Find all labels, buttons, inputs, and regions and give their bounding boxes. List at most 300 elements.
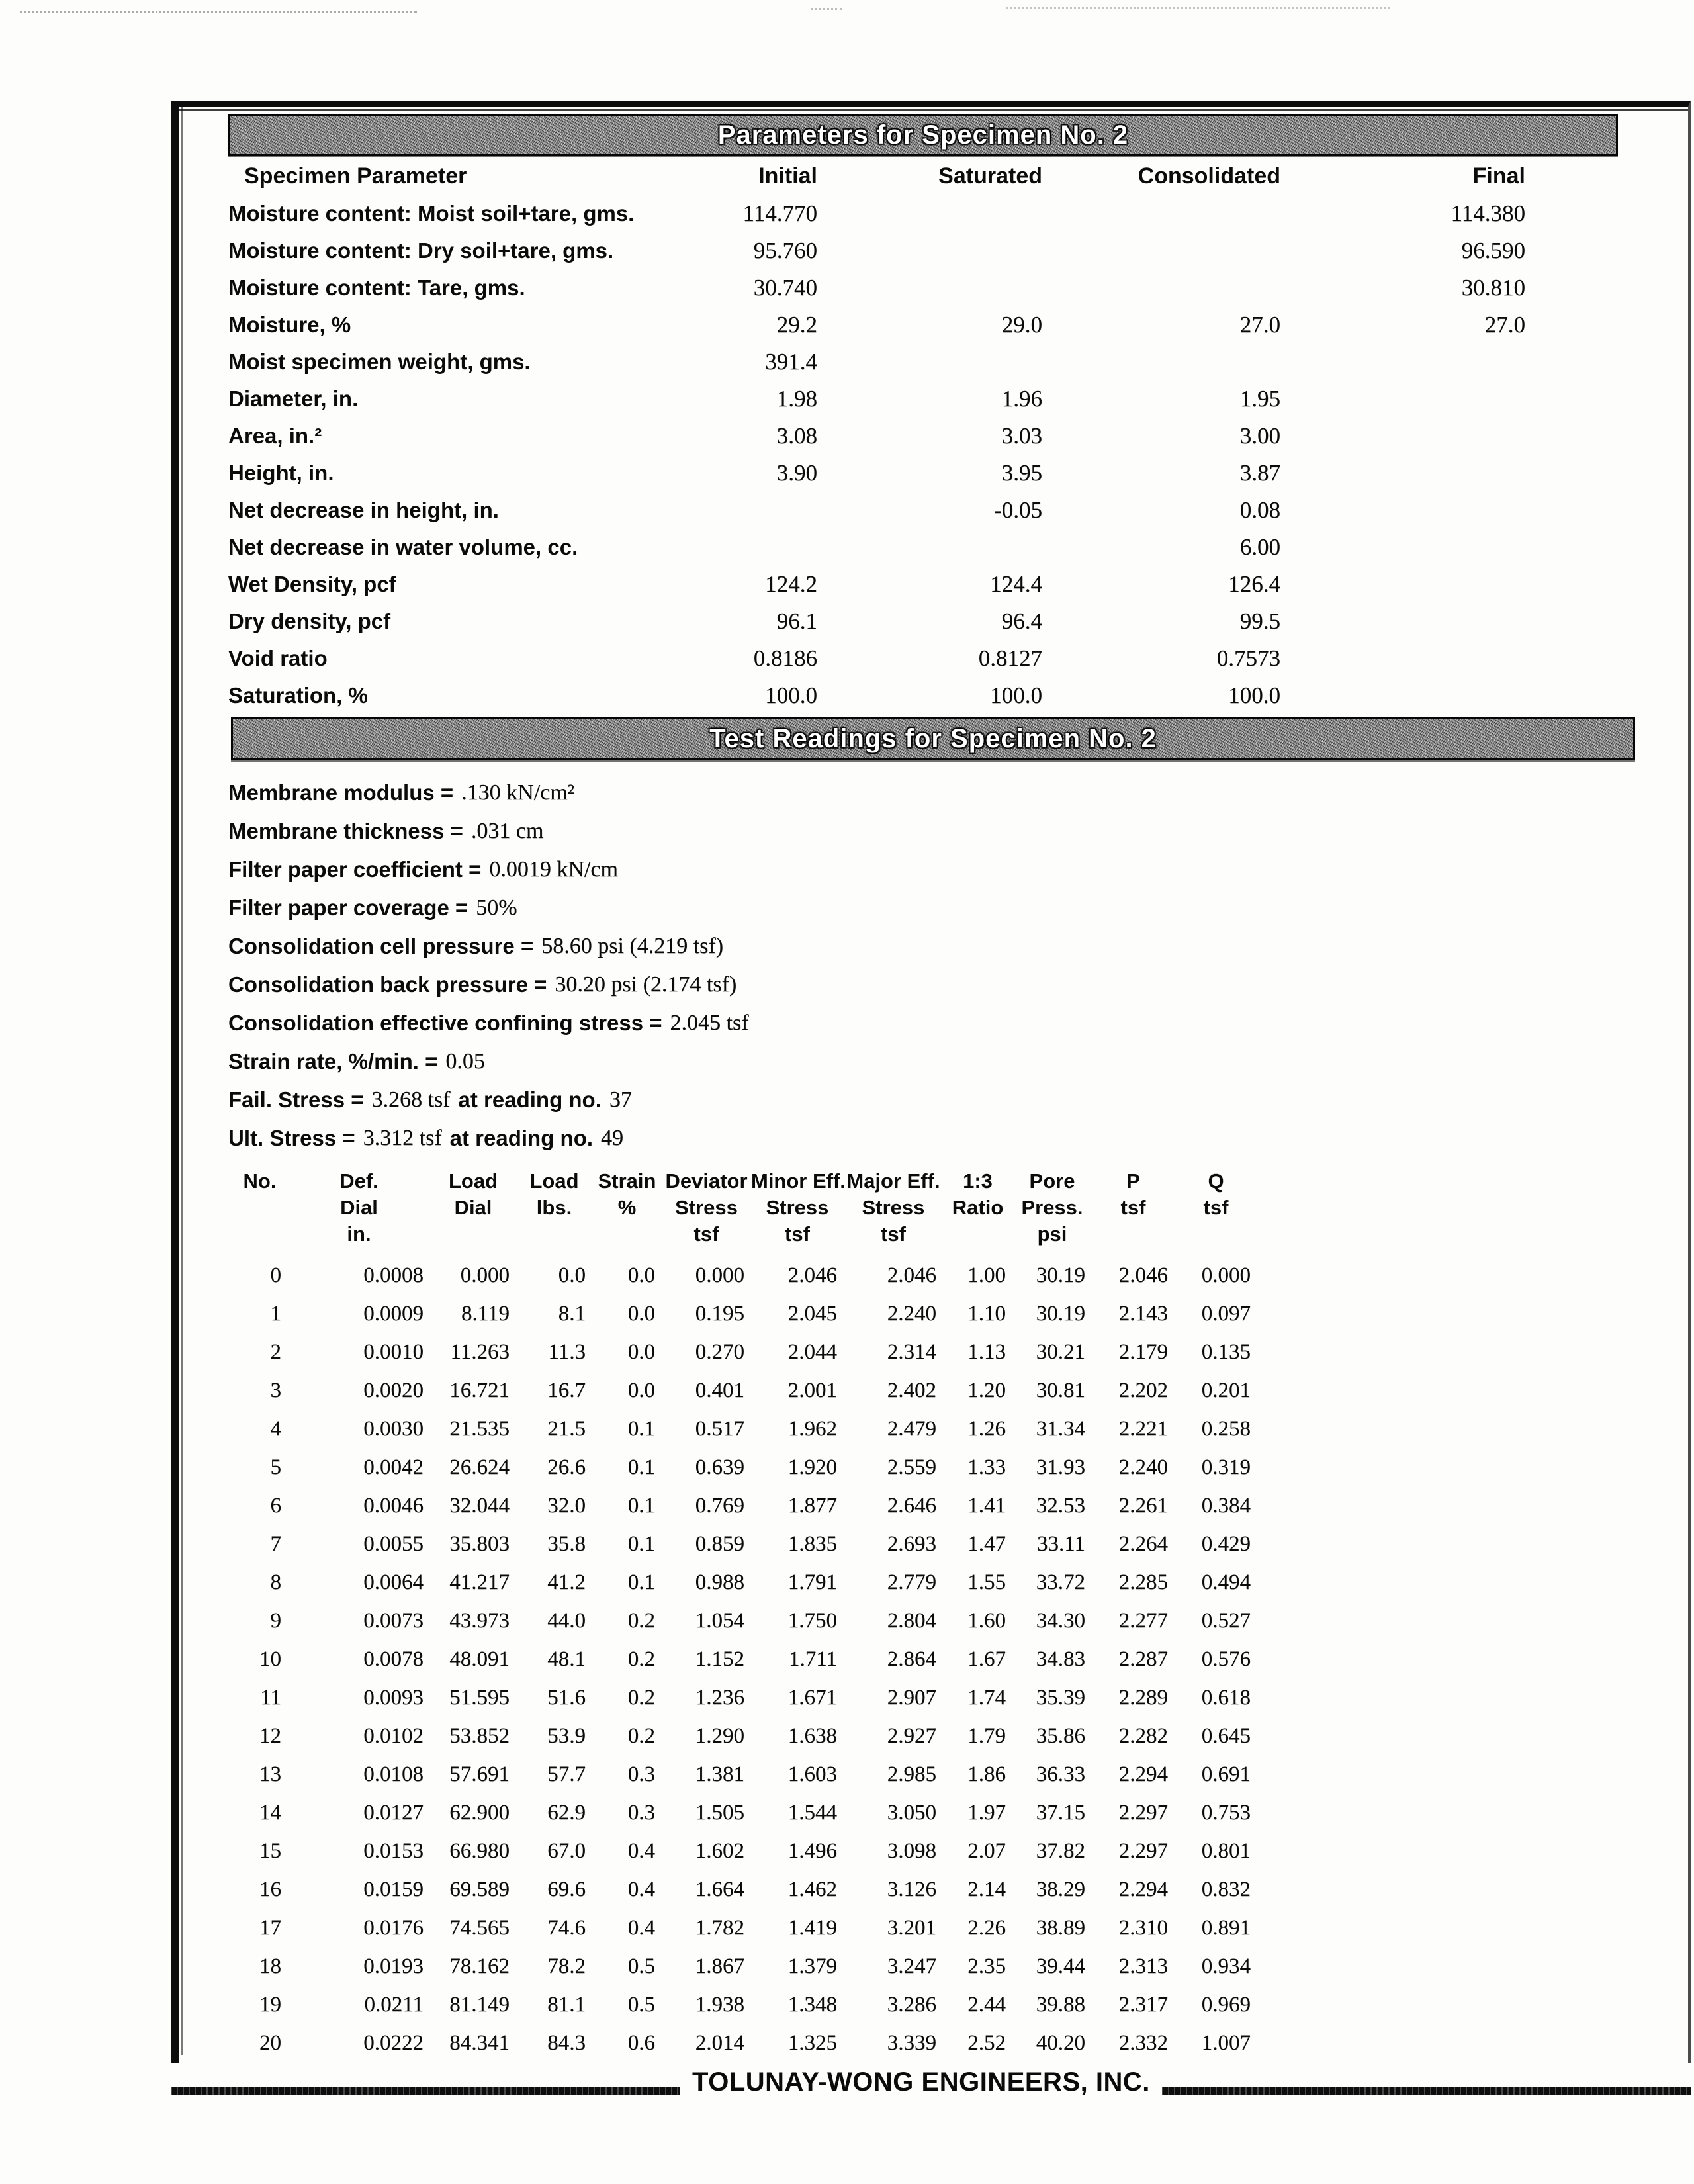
test-info-label: Consolidation cell pressure = [228, 934, 534, 958]
report-frame [171, 101, 1691, 2063]
reading-load-lbs: 78.2 [547, 1954, 586, 1978]
readings-column-header-line2: 1:3 [963, 1169, 993, 1193]
readings-column-header-line3: psi [1037, 1222, 1067, 1246]
parameter-value-saturated: 96.4 [1001, 608, 1042, 634]
reading-p-tsf: 2.287 [1118, 1647, 1168, 1671]
reading-pore-press: 37.82 [1036, 1839, 1085, 1863]
reading-strain-pct: 0.4 [627, 1915, 655, 1940]
reading-q-tsf: 0.691 [1201, 1762, 1251, 1786]
parameter-value-initial: 30.740 [753, 275, 817, 300]
reading-def-dial: 0.0030 [363, 1416, 424, 1441]
column-header-consolidated: Consolidated [1137, 163, 1280, 189]
reading-load-lbs: 0.0 [558, 1263, 586, 1287]
reading-strain-pct: 0.0 [627, 1263, 655, 1287]
reading-p-tsf: 2.313 [1118, 1954, 1168, 1978]
reading-p-tsf: 2.202 [1118, 1378, 1168, 1402]
column-header-specimen-parameter: Specimen Parameter [244, 163, 467, 189]
reading-minor-eff-stress: 1.920 [787, 1455, 837, 1479]
readings-column-header [232, 1168, 288, 1248]
readings-table-body [232, 1256, 1257, 2062]
reading-def-dial: 0.0127 [363, 1800, 424, 1825]
test-info-label: Filter paper coefficient = [228, 857, 482, 882]
reading-1-3-ratio: 1.10 [967, 1301, 1006, 1326]
reading-minor-eff-stress: 1.835 [787, 1531, 837, 1556]
test-info-line [228, 850, 1618, 889]
reading-1-3-ratio: 2.52 [967, 2030, 1006, 2055]
reading-q-tsf: 0.201 [1201, 1378, 1251, 1402]
reading-deviator-stress: 1.290 [695, 1723, 744, 1748]
readings-column-header-line3: lbs. [536, 1196, 572, 1219]
reading-pore-press: 37.15 [1036, 1800, 1085, 1825]
test-info-label: Membrane modulus = [228, 780, 454, 805]
reading-deviator-stress: 1.602 [695, 1839, 744, 1863]
reading-p-tsf: 2.294 [1118, 1762, 1168, 1786]
reading-deviator-stress: 1.152 [695, 1647, 744, 1671]
reading-load-dial: 35.803 [449, 1531, 510, 1556]
reading-major-eff-stress: 3.098 [887, 1839, 936, 1863]
reading-no: 6 [270, 1493, 281, 1518]
readings-row [232, 1640, 1257, 1678]
readings-column-header [1012, 1168, 1092, 1248]
readings-column-header-line2: Stress [675, 1196, 738, 1219]
reading-major-eff-stress: 2.779 [887, 1570, 936, 1594]
reading-load-lbs: 53.9 [547, 1723, 586, 1748]
reading-minor-eff-stress: 1.462 [787, 1877, 837, 1901]
reading-1-3-ratio: 1.97 [967, 1800, 1006, 1825]
parameter-value-saturated: 100.0 [990, 682, 1042, 708]
column-header-saturated: Saturated [938, 163, 1042, 189]
reading-strain-pct: 0.1 [627, 1570, 655, 1594]
parameter-value-final: 96.590 [1461, 238, 1525, 263]
reading-load-lbs: 41.2 [547, 1570, 586, 1594]
reading-def-dial: 0.0078 [363, 1647, 424, 1671]
test-info-label: Ult. Stress = [228, 1126, 355, 1150]
reading-major-eff-stress: 3.126 [887, 1877, 936, 1901]
reading-no: 9 [270, 1608, 281, 1633]
reading-deviator-stress: 0.639 [695, 1455, 744, 1479]
test-info-value-2: 49 [601, 1126, 624, 1150]
reading-q-tsf: 0.753 [1201, 1800, 1251, 1825]
reading-load-lbs: 81.1 [547, 1992, 586, 2017]
reading-p-tsf: 2.332 [1118, 2030, 1168, 2055]
parameter-row [228, 455, 1525, 492]
parameter-value-saturated: -0.05 [994, 497, 1042, 523]
readings-column-header-line3: in. [347, 1222, 371, 1246]
column-header-initial: Initial [758, 163, 817, 189]
parameter-value-consolidated: 6.00 [1239, 534, 1280, 560]
test-info-line [228, 1081, 1618, 1119]
test-info-value: .130 kN/cm² [461, 780, 574, 805]
reading-strain-pct: 0.3 [627, 1800, 655, 1825]
reading-no: 4 [270, 1416, 281, 1441]
reading-1-3-ratio: 1.20 [967, 1378, 1006, 1402]
reading-strain-pct: 0.4 [627, 1839, 655, 1863]
reading-load-lbs: 48.1 [547, 1647, 586, 1671]
readings-column-header-line2: Load [529, 1169, 579, 1193]
reading-def-dial: 0.0211 [364, 1992, 424, 2017]
reading-major-eff-stress: 2.314 [887, 1340, 936, 1364]
parameter-value-initial: 29.2 [776, 312, 817, 338]
readings-column-header-line2: Stress [766, 1196, 829, 1219]
readings-column-header-line1: Deviator [665, 1169, 748, 1193]
reading-p-tsf: 2.264 [1118, 1531, 1168, 1556]
test-info-line [228, 774, 1618, 812]
test-info-value: .031 cm [470, 819, 544, 843]
reading-minor-eff-stress: 1.750 [787, 1608, 837, 1633]
reading-def-dial: 0.0093 [363, 1685, 424, 1709]
footer-rule-right [1162, 2087, 1691, 2095]
reading-1-3-ratio: 2.14 [967, 1877, 1006, 1901]
readings-column-header-line3: Dial [454, 1196, 492, 1219]
reading-load-dial: 62.900 [449, 1800, 510, 1825]
reading-no: 17 [259, 1915, 281, 1940]
reading-load-lbs: 11.3 [548, 1340, 586, 1364]
reading-load-lbs: 74.6 [547, 1915, 586, 1940]
reading-strain-pct: 0.1 [627, 1455, 655, 1479]
reading-pore-press: 38.89 [1036, 1915, 1085, 1940]
reading-minor-eff-stress: 1.496 [787, 1839, 837, 1863]
reading-minor-eff-stress: 2.044 [787, 1340, 837, 1364]
reading-no: 20 [259, 2030, 281, 2055]
parameter-row [228, 269, 1525, 306]
reading-load-lbs: 62.9 [547, 1800, 586, 1825]
reading-pore-press: 31.93 [1036, 1455, 1085, 1479]
reading-no: 1 [270, 1301, 281, 1326]
readings-row [232, 1525, 1257, 1563]
reading-pore-press: 30.19 [1036, 1263, 1085, 1287]
reading-deviator-stress: 1.054 [695, 1608, 744, 1633]
readings-column-header-line3: tsf [1120, 1196, 1146, 1219]
reading-load-dial: 43.973 [449, 1608, 510, 1633]
reading-q-tsf: 0.000 [1201, 1263, 1251, 1287]
parameter-label: Wet Density, pcf [228, 572, 396, 596]
reading-load-dial: 21.535 [449, 1416, 510, 1441]
parameter-value-final: 114.380 [1450, 201, 1525, 226]
reading-no: 15 [259, 1839, 281, 1863]
reading-no: 10 [259, 1647, 281, 1671]
reading-1-3-ratio: 1.41 [967, 1493, 1006, 1518]
reading-q-tsf: 0.494 [1201, 1570, 1251, 1594]
test-info-label-2: at reading no. [449, 1126, 594, 1150]
reading-no: 7 [270, 1531, 281, 1556]
reading-minor-eff-stress: 2.001 [787, 1378, 837, 1402]
reading-pore-press: 33.72 [1036, 1570, 1085, 1594]
reading-major-eff-stress: 2.240 [887, 1301, 936, 1326]
reading-strain-pct: 0.2 [627, 1608, 655, 1633]
parameter-label: Net decrease in height, in. [228, 498, 499, 522]
reading-load-lbs: 67.0 [547, 1839, 586, 1863]
readings-column-header [592, 1168, 662, 1248]
reading-p-tsf: 2.282 [1118, 1723, 1168, 1748]
reading-load-lbs: 57.7 [547, 1762, 586, 1786]
reading-load-dial: 81.149 [449, 1992, 510, 2017]
reading-no: 3 [270, 1378, 281, 1402]
reading-deviator-stress: 0.517 [695, 1416, 744, 1441]
reading-major-eff-stress: 2.907 [887, 1685, 936, 1709]
reading-pore-press: 36.33 [1036, 1762, 1085, 1786]
reading-strain-pct: 0.0 [627, 1340, 655, 1364]
reading-major-eff-stress: 3.286 [887, 1992, 936, 2017]
reading-major-eff-stress: 3.050 [887, 1800, 936, 1825]
parameter-label: Moisture, % [228, 312, 351, 337]
reading-strain-pct: 0.5 [627, 1954, 655, 1978]
test-info-label: Strain rate, %/min. = [228, 1049, 438, 1073]
reading-major-eff-stress: 3.247 [887, 1954, 936, 1978]
reading-1-3-ratio: 1.47 [967, 1531, 1006, 1556]
parameter-row [228, 640, 1525, 677]
reading-deviator-stress: 1.505 [695, 1800, 744, 1825]
reading-minor-eff-stress: 1.962 [787, 1416, 837, 1441]
reading-q-tsf: 0.135 [1201, 1340, 1251, 1364]
parameter-value-consolidated: 0.08 [1239, 497, 1280, 523]
readings-row [232, 1448, 1257, 1486]
readings-row [232, 1371, 1257, 1410]
parameter-row [228, 492, 1525, 529]
reading-p-tsf: 2.179 [1118, 1340, 1168, 1364]
reading-minor-eff-stress: 1.603 [787, 1762, 837, 1786]
parameter-value-saturated: 124.4 [990, 571, 1042, 597]
readings-column-header-line2: Strain [598, 1169, 656, 1193]
reading-load-dial: 78.162 [449, 1954, 510, 1978]
reading-p-tsf: 2.294 [1118, 1877, 1168, 1901]
reading-major-eff-stress: 2.479 [887, 1416, 936, 1441]
parameter-value-saturated: 3.95 [1001, 460, 1042, 486]
parameter-label: Moisture content: Dry soil+tare, gms. [228, 238, 614, 263]
reading-load-dial: 51.595 [449, 1685, 510, 1709]
parameter-value-initial: 95.760 [753, 238, 817, 263]
readings-row [232, 1985, 1257, 2024]
parameter-row [228, 603, 1525, 640]
parameter-label: Moisture content: Moist soil+tare, gms. [228, 201, 635, 226]
parameter-row [228, 418, 1525, 455]
test-info-line [228, 1042, 1618, 1081]
test-info-value: 3.312 tsf [363, 1126, 442, 1150]
reading-major-eff-stress: 2.693 [887, 1531, 936, 1556]
reading-1-3-ratio: 2.26 [967, 1915, 1006, 1940]
parameters-section-title: Parameters for Specimen No. 2 [717, 120, 1129, 150]
reading-load-dial: 41.217 [449, 1570, 510, 1594]
reading-def-dial: 0.0222 [363, 2030, 424, 2055]
parameter-value-initial: 1.98 [776, 386, 817, 412]
reading-pore-press: 39.44 [1036, 1954, 1085, 1978]
readings-row [232, 1909, 1257, 1947]
column-header-final: Final [1472, 163, 1525, 189]
scan-artifact [1006, 7, 1390, 9]
reading-q-tsf: 0.645 [1201, 1723, 1251, 1748]
reading-p-tsf: 2.285 [1118, 1570, 1168, 1594]
parameter-row [228, 232, 1525, 269]
reading-q-tsf: 1.007 [1201, 2030, 1251, 2055]
parameters-table-body [228, 195, 1525, 714]
reading-1-3-ratio: 2.07 [967, 1839, 1006, 1863]
reading-strain-pct: 0.2 [627, 1685, 655, 1709]
reading-p-tsf: 2.317 [1118, 1992, 1168, 2017]
reading-no: 8 [270, 1570, 281, 1594]
scan-artifact [811, 8, 842, 10]
reading-load-dial: 84.341 [449, 2030, 510, 2055]
readings-column-header-line2: Stress [862, 1196, 925, 1219]
parameter-label: Saturation, % [228, 683, 368, 707]
test-info-label-2: at reading no. [458, 1087, 602, 1112]
readings-column-header [516, 1168, 592, 1248]
reading-load-dial: 66.980 [449, 1839, 510, 1863]
test-info-label: Consolidation effective confining stress = [228, 1011, 662, 1035]
reading-1-3-ratio: 1.74 [967, 1685, 1006, 1709]
reading-def-dial: 0.0102 [363, 1723, 424, 1748]
reading-deviator-stress: 1.782 [695, 1915, 744, 1940]
readings-column-header-line1: Major Eff. [846, 1169, 940, 1193]
reading-pore-press: 30.19 [1036, 1301, 1085, 1326]
readings-row [232, 1678, 1257, 1717]
reading-1-3-ratio: 2.35 [967, 1954, 1006, 1978]
page-footer [171, 2057, 1691, 2097]
readings-column-header-line3: tsf [693, 1222, 719, 1246]
readings-row [232, 1563, 1257, 1602]
parameter-label: Moist specimen weight, gms. [228, 349, 531, 374]
parameter-value-initial: 114.770 [742, 201, 817, 226]
test-info-value: 58.60 psi (4.219 tsf) [541, 934, 724, 958]
reading-q-tsf: 0.527 [1201, 1608, 1251, 1633]
parameter-value-consolidated: 100.0 [1228, 682, 1280, 708]
reading-p-tsf: 2.289 [1118, 1685, 1168, 1709]
reading-q-tsf: 0.429 [1201, 1531, 1251, 1556]
reading-pore-press: 35.86 [1036, 1723, 1085, 1748]
parameter-value-initial: 96.1 [776, 608, 817, 634]
parameter-value-initial: 0.8186 [753, 645, 817, 671]
parameters-table-header [228, 163, 1525, 194]
parameter-row [228, 381, 1525, 418]
reading-pore-press: 34.83 [1036, 1647, 1085, 1671]
reading-minor-eff-stress: 1.711 [788, 1647, 837, 1671]
reading-deviator-stress: 0.988 [695, 1570, 744, 1594]
readings-column-header-line2: Q [1208, 1169, 1224, 1193]
parameter-value-initial: 100.0 [765, 682, 817, 708]
reading-major-eff-stress: 2.046 [887, 1263, 936, 1287]
readings-row [232, 1794, 1257, 1832]
reading-q-tsf: 0.384 [1201, 1493, 1251, 1518]
readings-column-header-line2: Load [448, 1169, 498, 1193]
parameter-row [228, 195, 1525, 232]
reading-def-dial: 0.0153 [363, 1839, 424, 1863]
readings-column-header [751, 1168, 844, 1248]
parameter-value-final: 30.810 [1461, 275, 1525, 300]
reading-1-3-ratio: 1.00 [967, 1263, 1006, 1287]
reading-strain-pct: 0.1 [627, 1531, 655, 1556]
reading-p-tsf: 2.046 [1118, 1263, 1168, 1287]
readings-column-header-line2: P [1126, 1169, 1140, 1193]
section-header-test-readings [231, 717, 1635, 760]
reading-minor-eff-stress: 1.348 [787, 1992, 837, 2017]
readings-row [232, 1333, 1257, 1371]
reading-major-eff-stress: 2.927 [887, 1723, 936, 1748]
reading-major-eff-stress: 2.402 [887, 1378, 936, 1402]
readings-table-header [232, 1168, 1257, 1248]
reading-load-dial: 8.119 [461, 1301, 510, 1326]
reading-def-dial: 0.0046 [363, 1493, 424, 1518]
reading-major-eff-stress: 2.985 [887, 1762, 936, 1786]
reading-p-tsf: 2.240 [1118, 1455, 1168, 1479]
readings-column-header-line2: Dial [340, 1196, 378, 1219]
parameter-value-saturated: 29.0 [1001, 312, 1042, 338]
readings-column-header-line3: Ratio [952, 1196, 1004, 1219]
readings-row [232, 1870, 1257, 1909]
reading-1-3-ratio: 1.60 [967, 1608, 1006, 1633]
reading-p-tsf: 2.297 [1118, 1800, 1168, 1825]
reading-load-lbs: 26.6 [547, 1455, 586, 1479]
reading-pore-press: 30.21 [1036, 1340, 1085, 1364]
reading-strain-pct: 0.0 [627, 1301, 655, 1326]
reading-deviator-stress: 1.381 [695, 1762, 744, 1786]
readings-row [232, 1755, 1257, 1794]
reading-pore-press: 38.29 [1036, 1877, 1085, 1901]
parameter-value-final: 27.0 [1484, 312, 1525, 338]
test-info-label: Filter paper coverage = [228, 895, 468, 920]
reading-load-dial: 32.044 [449, 1493, 510, 1518]
reading-no: 11 [260, 1685, 281, 1709]
test-readings-section-title: Test Readings for Specimen No. 2 [709, 723, 1157, 753]
reading-p-tsf: 2.310 [1118, 1915, 1168, 1940]
readings-row [232, 1410, 1257, 1448]
test-info-value: 2.045 tsf [670, 1011, 749, 1035]
test-info-value: 3.268 tsf [371, 1087, 451, 1112]
reading-load-dial: 48.091 [449, 1647, 510, 1671]
scan-artifact [20, 11, 417, 13]
reading-minor-eff-stress: 1.419 [787, 1915, 837, 1940]
reading-deviator-stress: 0.859 [695, 1531, 744, 1556]
reading-q-tsf: 0.832 [1201, 1877, 1251, 1901]
reading-def-dial: 0.0193 [363, 1954, 424, 1978]
readings-row [232, 1832, 1257, 1870]
reading-pore-press: 32.53 [1036, 1493, 1085, 1518]
parameter-label: Area, in.² [228, 424, 322, 448]
reading-q-tsf: 0.097 [1201, 1301, 1251, 1326]
test-info-value: 0.0019 kN/cm [489, 857, 618, 882]
reading-q-tsf: 0.891 [1201, 1915, 1251, 1940]
test-info-list [228, 774, 1618, 1158]
reading-def-dial: 0.0159 [363, 1877, 424, 1901]
test-info-line [228, 1119, 1618, 1158]
reading-minor-eff-stress: 1.791 [787, 1570, 837, 1594]
readings-column-header [1092, 1168, 1175, 1248]
reading-def-dial: 0.0020 [363, 1378, 424, 1402]
parameter-value-consolidated: 126.4 [1228, 571, 1280, 597]
parameter-value-consolidated: 99.5 [1239, 608, 1280, 634]
reading-no: 14 [259, 1800, 281, 1825]
readings-column-header-line3: tsf [785, 1222, 810, 1246]
reading-pore-press: 33.11 [1036, 1531, 1085, 1556]
reading-strain-pct: 0.3 [627, 1762, 655, 1786]
reading-deviator-stress: 1.867 [695, 1954, 744, 1978]
parameter-value-initial: 3.90 [776, 460, 817, 486]
readings-column-header-line1: Pore [1029, 1169, 1075, 1193]
readings-column-header-line3: tsf [881, 1222, 906, 1246]
reading-load-lbs: 44.0 [547, 1608, 586, 1633]
reading-major-eff-stress: 2.646 [887, 1493, 936, 1518]
reading-load-lbs: 16.7 [547, 1378, 586, 1402]
reading-q-tsf: 0.934 [1201, 1954, 1251, 1978]
reading-load-dial: 16.721 [449, 1378, 510, 1402]
reading-no: 0 [270, 1263, 281, 1287]
parameter-value-saturated: 3.03 [1001, 423, 1042, 449]
parameter-label: Moisture content: Tare, gms. [228, 275, 525, 300]
reading-load-dial: 0.000 [460, 1263, 510, 1287]
reading-strain-pct: 0.6 [627, 2030, 655, 2055]
parameter-row [228, 306, 1525, 343]
reading-pore-press: 39.88 [1036, 1992, 1085, 2017]
test-info-line [228, 1004, 1618, 1042]
readings-column-header [662, 1168, 751, 1248]
parameter-value-saturated: 0.8127 [978, 645, 1042, 671]
